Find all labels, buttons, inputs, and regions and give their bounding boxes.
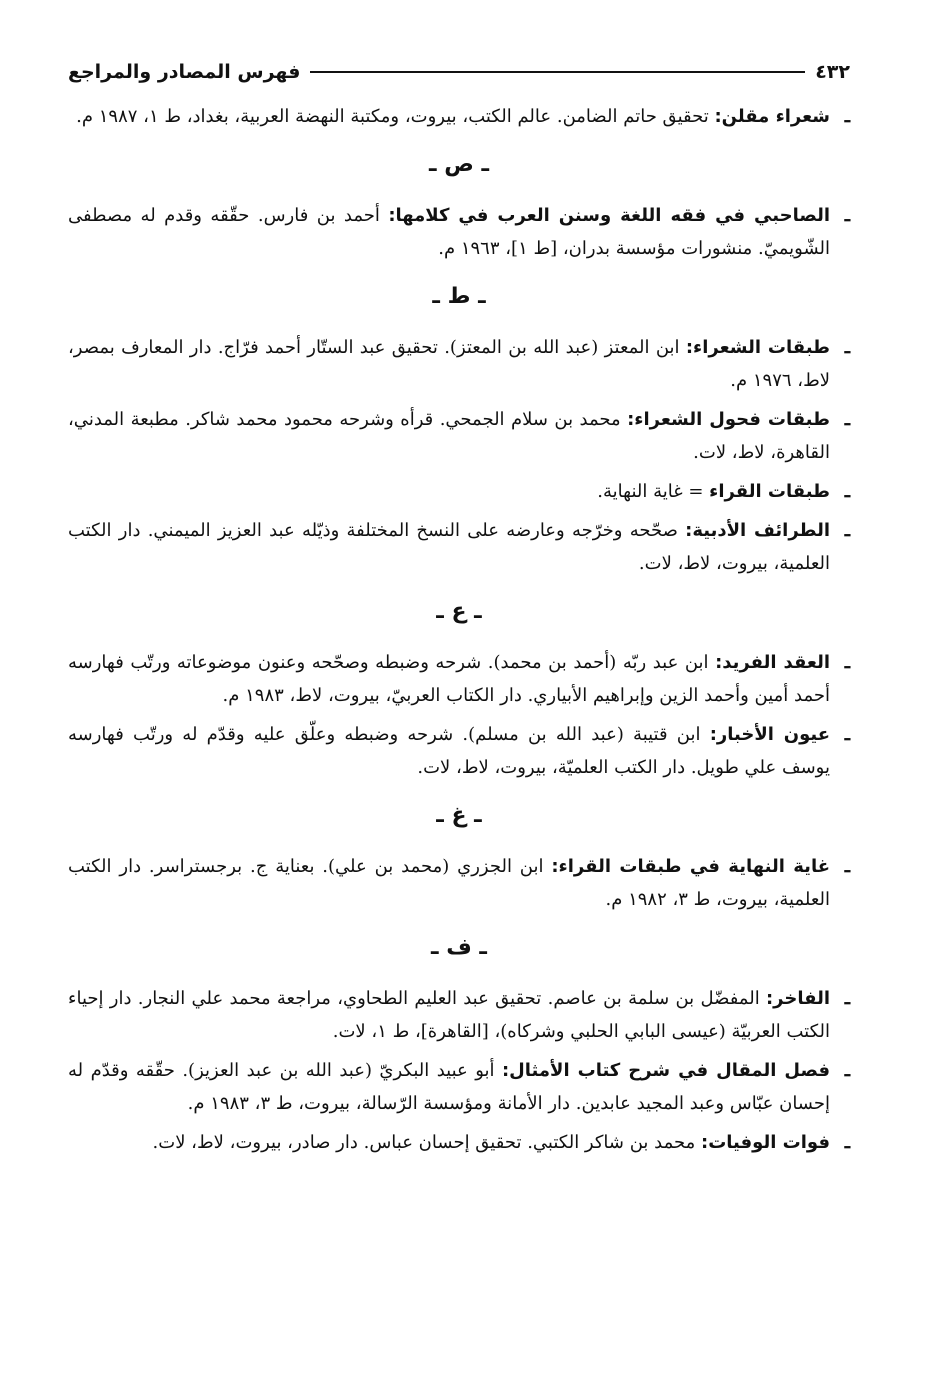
bibliography-entry: ـ الطرائف الأدبية: صحّحه وخرّجه وعارضه على النسخ المختلفة وذيّله عبد العزيز الميمني. دار الكتب العلمية، بيروت، لاط، لات. — [68, 520, 850, 574]
bibliography-entry: ـ طبقات القراء = غاية النهاية. — [597, 481, 850, 502]
book-page — [68, 52, 850, 1352]
letter-heading: ـ ط ـ — [432, 284, 486, 309]
entry-title: فصل المقال في شرح كتاب الأمثال: — [501, 1060, 831, 1081]
bibliography-entry: ـ الفاخر: المفضّل بن سلمة بن عاصم. تحقيق عبد العليم الطحاوي، مراجعة محمد علي النجار. دار إحياء الكتب العربيّة (عيسى البابي الحلبي وشركاه)، [القاهرة]، ط ١، لات. — [68, 988, 850, 1042]
entry-title: طبقات القراء — [709, 481, 830, 502]
entry-title: الطرائف الأدبية: — [685, 520, 830, 541]
entry-title: العقد الفريد: — [715, 652, 830, 673]
entry-title: طبقات فحول الشعراء: — [627, 409, 830, 430]
entry-title: الصاحبي في فقه اللغة وسنن العرب في كلامها: — [388, 205, 831, 226]
entry-text: ابن عبد ربّه (أحمد بن محمد). شرحه وضبطه وصحّحه وعنون موضوعاته ورتّب فهارسه أحمد أمين وأحمد الزين وإبراهيم الأبياري. دار الكتاب العربيّ، بيروت، لاط، ١٩٨٣ م. — [68, 652, 830, 706]
entry-text: ابن المعتز (عبد الله بن المعتز). تحقيق عبد الستّار أحمد فرّاج. دار المعارف بمصر، لاط، ١٩٧٦ م. — [68, 337, 830, 391]
entry-title: الفاخر: — [765, 988, 830, 1009]
letter-heading: ـ ف ـ — [431, 935, 487, 960]
bibliography-entry: ـ طبقات الشعراء: ابن المعتز (عبد الله بن المعتز). تحقيق عبد الستّار أحمد فرّاج. دار المعارف بمصر، لاط، ١٩٧٦ م. — [68, 337, 850, 391]
running-title: فهرس المصادر والمراجع — [68, 61, 301, 83]
entry-title: شعراء مقلن: — [714, 106, 830, 127]
letter-heading: ـ ع ـ — [436, 599, 482, 624]
entry-text: تحقيق حاتم الضامن. عالم الكتب، بيروت، ومكتبة النهضة العربية، بغداد، ط ١، ١٩٨٧ م. — [76, 106, 715, 127]
entry-text: محمد بن سلام الجمحي. قرأه وشرحه محمود محمد شاكر. مطبعة المدني، القاهرة، لاط، لات. — [68, 409, 830, 463]
header-rule — [310, 71, 805, 73]
bibliography-entry: ـ غاية النهاية في طبقات القراء: ابن الجزري (محمد بن علي). بعناية ج. برجستراسر. دار الكتب العلمية، بيروت، ط ٣، ١٩٨٢ م. — [68, 856, 850, 910]
bibliography-entry: ـ شعراء مقلن: تحقيق حاتم الضامن. عالم الكتب، بيروت، ومكتبة النهضة العربية، بغداد، ط ١، ١٩٨٧ م. — [76, 106, 850, 127]
bibliography-entry: ـ العقد الفريد: ابن عبد ربّه (أحمد بن محمد). شرحه وضبطه وصحّحه وعنون موضوعاته ورتّب فهارسه أحمد أمين وأحمد الزين وإبراهيم الأبياري. دار الكتاب العربيّ، بيروت، لاط، ١٩٨٣ م. — [68, 652, 850, 706]
entry-text: صحّحه وخرّجه وعارضه على النسخ المختلفة وذيّله عبد العزيز الميمني. دار الكتب العلمية، بيروت، لاط، لات. — [68, 520, 830, 574]
bibliography-entry: ـ طبقات فحول الشعراء: محمد بن سلام الجمحي. قرأه وشرحه محمود محمد شاكر. مطبعة المدني، القاهرة، لاط، لات. — [68, 409, 850, 463]
bibliography-entry: ـ الصاحبي في فقه اللغة وسنن العرب في كلامها: أحمد بن فارس. حقّقه وقدم له مصطفى الشّويميّ. منشورات مؤسسة بدران، [ط ١]، ١٩٦٣ م. — [68, 205, 850, 259]
page-number: ٤٣٢ — [815, 61, 850, 83]
entry-text: أبو عبيد البكريّ (عبد الله بن عبد العزيز). حقّقه وقدّم له إحسان عبّاس وعبد المجيد عابدين. دار الأمانة ومؤسسة الرّسالة، بيروت، ط ٣، ١٩٨٣ م. — [68, 1060, 830, 1114]
entry-text: المفضّل بن سلمة بن عاصم. تحقيق عبد العليم الطحاوي، مراجعة محمد علي النجار. دار إحياء الكتب العربيّة (عيسى البابي الحلبي وشركاه)، [القاهرة]، ط ١، لات. — [68, 988, 830, 1042]
entry-title: طبقات الشعراء: — [685, 337, 830, 358]
entry-text: محمد بن شاكر الكتبي. تحقيق إحسان عباس. دار صادر، بيروت، لاط، لات. — [152, 1132, 701, 1153]
bibliography-entry: ـ فصل المقال في شرح كتاب الأمثال: أبو عبيد البكريّ (عبد الله بن عبد العزيز). حقّقه وقدّم له إحسان عبّاس وعبد المجيد عابدين. دار الأمانة ومؤسسة الرّسالة، بيروت، ط ٣، ١٩٨٣ م. — [68, 1060, 850, 1114]
running-header — [68, 52, 850, 92]
entry-text: = غاية النهاية. — [597, 481, 710, 502]
bibliography-entry: ـ عيون الأخبار: ابن قتيبة (عبد الله بن مسلم). شرحه وضبطه وعلّق عليه وقدّم له ورتّب فهارسه يوسف علي طويل. دار الكتب العلميّة، بيروت، لاط، لات. — [68, 724, 850, 778]
entry-text: ابن قتيبة (عبد الله بن مسلم). شرحه وضبطه وعلّق عليه وقدّم له ورتّب فهارسه يوسف علي طويل. دار الكتب العلميّة، بيروت، لاط، لات. — [68, 724, 830, 778]
bibliography-list — [68, 100, 850, 1159]
bibliography-entry: ـ فوات الوفيات: محمد بن شاكر الكتبي. تحقيق إحسان عباس. دار صادر، بيروت، لاط، لات. — [152, 1132, 850, 1153]
entry-title: فوات الوفيات: — [701, 1132, 830, 1153]
entry-text: ابن الجزري (محمد بن علي). بعناية ج. برجستراسر. دار الكتب العلمية، بيروت، ط ٣، ١٩٨٢ م. — [68, 856, 830, 910]
letter-heading: ـ ص ـ — [429, 152, 489, 177]
entry-title: غاية النهاية في طبقات القراء: — [551, 856, 830, 877]
letter-heading: ـ غ ـ — [436, 803, 482, 828]
entry-text: أحمد بن فارس. حقّقه وقدم له مصطفى الشّويميّ. منشورات مؤسسة بدران، [ط ١]، ١٩٦٣ م. — [68, 205, 830, 259]
entry-title: عيون الأخبار: — [709, 724, 830, 745]
